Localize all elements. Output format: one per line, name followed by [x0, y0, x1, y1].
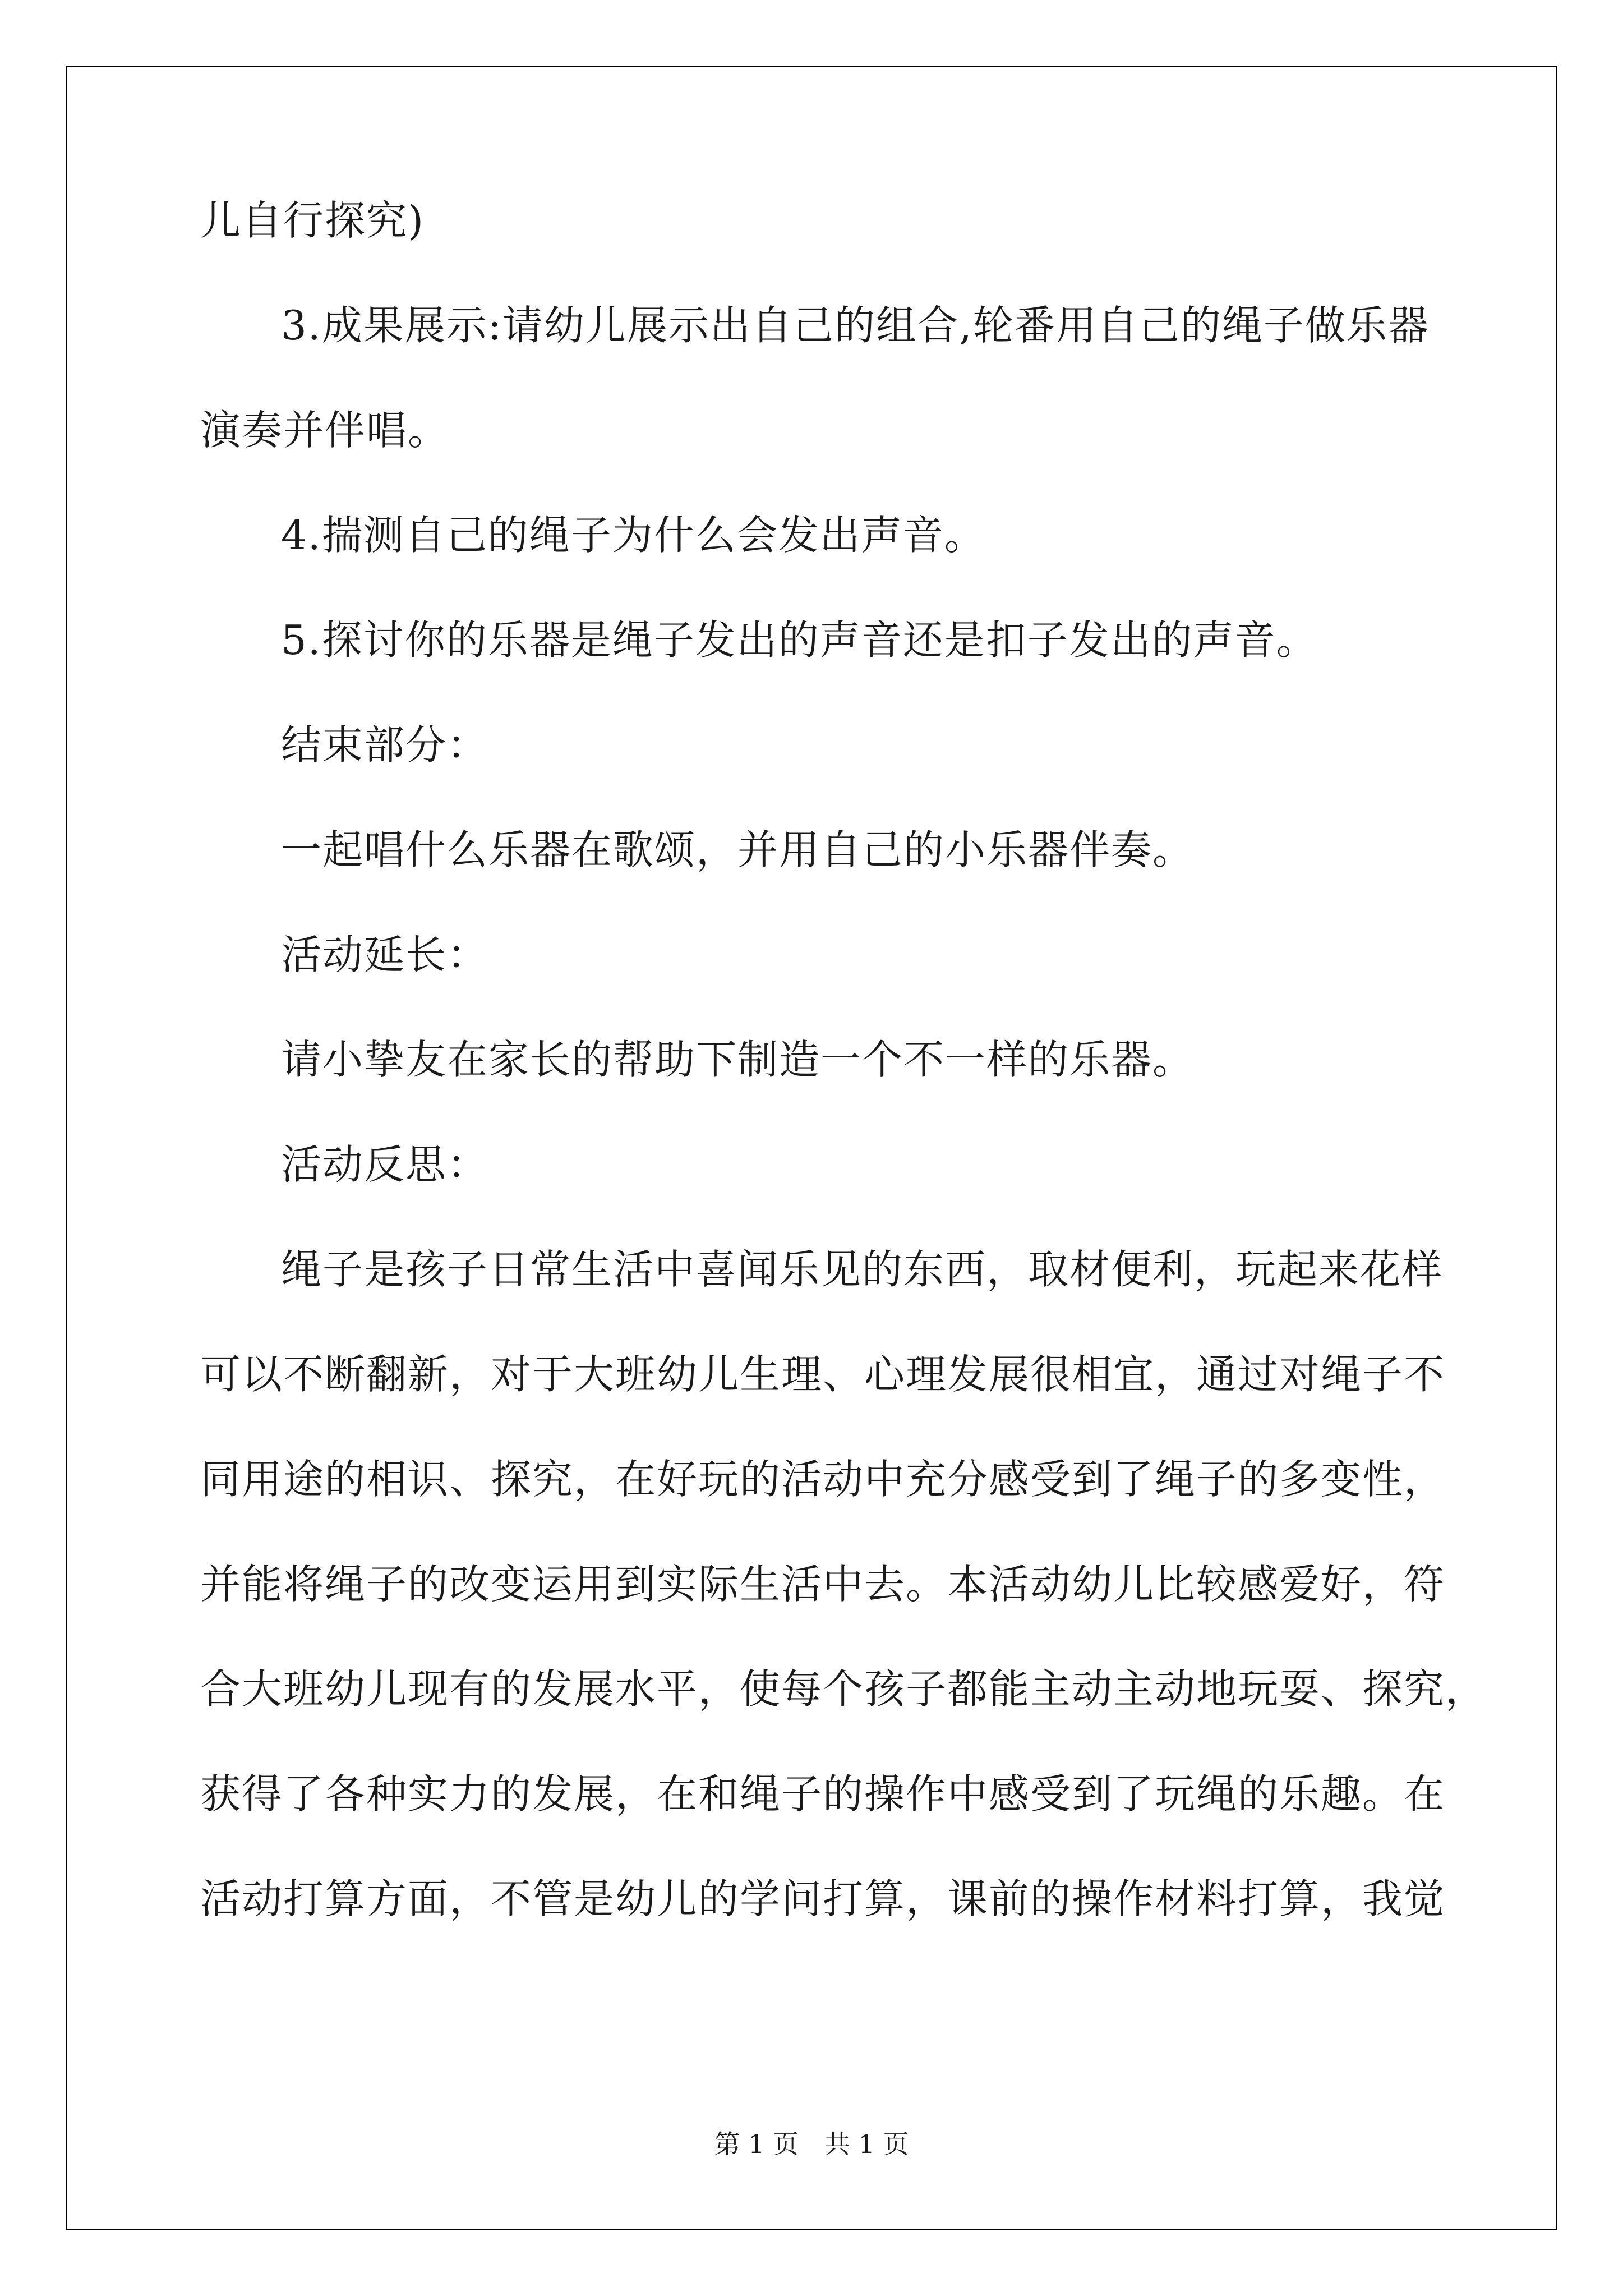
text-line-12: 可以不断翻新，对于大班幼儿生理、心理发展很相宜，通过对绳子不: [200, 1351, 1446, 1398]
text-line-1: 儿自行探究): [200, 197, 425, 244]
page-number-footer: 第 1 页 共 1 页: [714, 2129, 909, 2159]
text-line-2: 3.成果展示:请幼儿展示出自己的组合,轮番用自己的绳子做乐器: [281, 302, 1430, 349]
text-line-9: 请小挚友在家长的帮助下制造一个不一样的乐器。: [281, 1036, 1195, 1083]
text-line-15: 合大班幼儿现有的发展水平，使每个孩子都能主动主动地玩耍、探究，: [200, 1665, 1487, 1713]
text-line-14: 并能将绳子的改变运用到实际生活中去。本活动幼儿比较感爱好，符: [200, 1561, 1446, 1608]
text-line-7: 一起唱什么乐器在歌颂，并用自己的小乐器伴奏。: [281, 826, 1195, 873]
section-heading-reflection: 活动反思：: [281, 1141, 489, 1188]
text-line-11: 绳子是孩子日常生活中喜闻乐见的东西，取材便利，玩起来花样: [281, 1246, 1444, 1293]
text-line-4: 4.揣测自己的绳子为什么会发出声音。: [281, 512, 986, 559]
text-line-17: 活动打算方面，不管是幼儿的学问打算，课前的操作材料打算，我觉: [200, 1875, 1446, 1922]
text-line-5: 5.探讨你的乐器是绳子发出的声音还是扣子发出的声音。: [281, 616, 1318, 664]
text-line-13: 同用途的相识、探究，在好玩的活动中充分感受到了绳子的多变性，: [200, 1456, 1446, 1503]
section-heading-extension: 活动延长：: [281, 931, 489, 978]
text-line-3: 演奏并伴唱。: [200, 407, 450, 454]
text-line-16: 获得了各种实力的发展，在和绳子的操作中感受到了玩绳的乐趣。在: [200, 1770, 1446, 1818]
section-heading-ending: 结束部分：: [281, 721, 489, 769]
